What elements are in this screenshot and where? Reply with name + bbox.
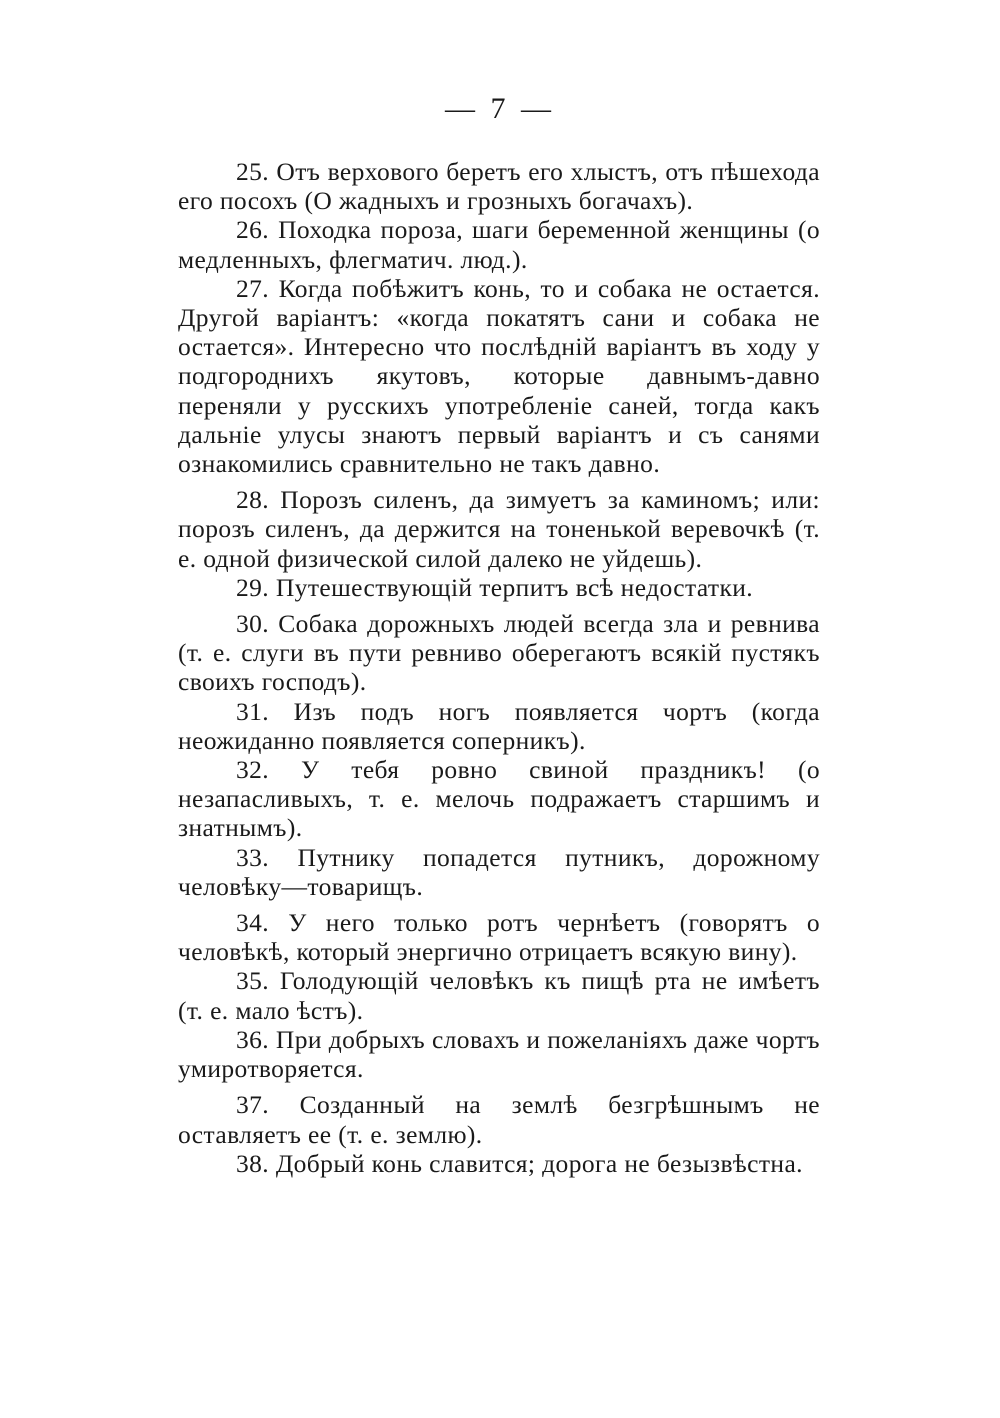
- proverb-entry: [178, 157, 820, 215]
- entry-text: Добрый конь славится; дорога не безызвѣстна.: [275, 1148, 803, 1178]
- proverb-entry: [178, 1025, 820, 1083]
- entry-number: 29.: [236, 572, 270, 602]
- proverb-entry: [178, 215, 820, 273]
- proverb-list: [178, 157, 820, 1178]
- entry-number: 26.: [236, 215, 270, 245]
- proverb-entry: [178, 485, 820, 573]
- proverb-entry: [178, 697, 820, 755]
- entry-text: Порозъ силенъ, да зимуетъ за каминомъ; или: порозъ силенъ, да держится на тоненькой веревочкѣ (т. е. одной физической силой далеко не уйдешь).: [178, 485, 820, 573]
- entry-text: Путнику попадется путникъ, дорожному человѣку—товарищъ.: [178, 842, 820, 901]
- entry-number: 38.: [236, 1148, 270, 1178]
- entry-number: 35.: [236, 966, 270, 996]
- entry-text: Изъ подъ ногъ появляется чортъ (когда неожиданно появляется соперникъ).: [178, 696, 820, 755]
- entry-text: У него только ротъ чернѣетъ (говорятъ о человѣкѣ, который энергично отрицаетъ всякую вину).: [178, 908, 820, 967]
- entry-text: Походка пороза, шаги беременной женщины (о медленныхъ, флегматич. люд.).: [178, 215, 820, 274]
- entry-text: У тебя ровно свиной праздникъ! (о незапасливыхъ, т. е. мелочь подражаетъ старшимъ и знатнымъ).: [178, 755, 820, 843]
- entry-number: 32.: [236, 755, 270, 785]
- entry-text: Отъ верхового беретъ его хлыстъ, отъ пѣшехода его посохъ (О жадныхъ и грозныхъ богачахъ).: [178, 157, 820, 216]
- entry-number: 28.: [236, 485, 270, 515]
- proverb-entry: [178, 274, 820, 478]
- proverb-entry: [178, 966, 820, 1024]
- proverb-entry: [178, 1090, 820, 1148]
- entry-text: Собака дорожныхъ людей всегда зла и ревнива (т. е. слуги въ пути ревниво оберегаютъ всякій пустякъ своихъ господъ).: [178, 609, 820, 697]
- entry-number: 31.: [236, 696, 270, 726]
- entry-text: Голодующій человѣкъ къ пищѣ рта не имѣетъ (т. е. мало ѣстъ).: [178, 966, 820, 1025]
- proverb-entry: [178, 843, 820, 901]
- entry-number: 30.: [236, 609, 270, 639]
- page-number: — 7 —: [445, 92, 555, 125]
- entry-number: 36.: [236, 1024, 270, 1054]
- entry-number: 25.: [236, 157, 270, 186]
- entry-text: Когда побѣжитъ конь, то и собака не остается. Другой варіантъ: «когда покатятъ сани и собака не остается». Интересно что послѣдній варіантъ въ ходу у подгороднихъ якутовъ, которые давнымъ-давно переняли у русскихъ употребленіе саней, тогда какъ дальніе улусы знаютъ первый варіантъ и съ санями ознакомились сравнительно не такъ давно.: [178, 273, 821, 479]
- entry-number: 37.: [236, 1090, 270, 1120]
- entry-number: 27.: [236, 273, 270, 303]
- entry-text: При добрыхъ словахъ и пожеланіяхъ даже чортъ умиротворяется.: [178, 1024, 820, 1084]
- entry-number: 34.: [236, 908, 270, 938]
- entry-text: Путешествующій терпитъ всѣ недостатки.: [275, 572, 754, 602]
- proverb-entry: [178, 908, 820, 966]
- proverb-entry: [178, 609, 820, 697]
- proverb-entry: [178, 755, 820, 843]
- proverb-entry: [178, 573, 820, 602]
- entry-number: 33.: [236, 842, 270, 872]
- entry-text: Созданный на землѣ безгрѣшнымъ не оставляетъ ее (т. е. землю).: [178, 1090, 820, 1149]
- proverb-entry: [178, 1149, 820, 1178]
